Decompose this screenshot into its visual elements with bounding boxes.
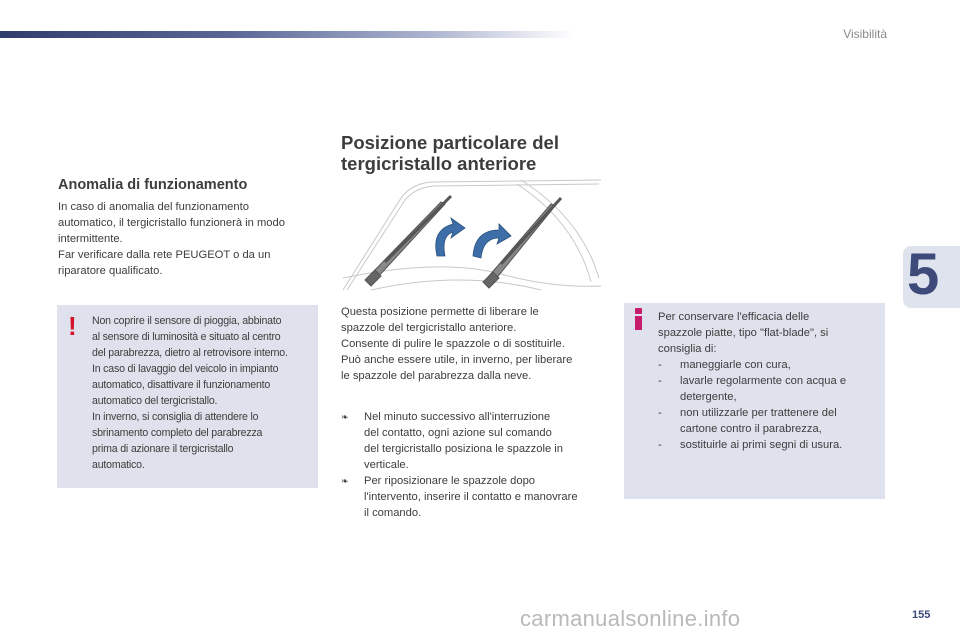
anomaly-line: intermittente. (58, 233, 123, 245)
step-item (341, 409, 611, 473)
step-list (341, 409, 611, 521)
description-line: Consente di pulire le spazzole o di sostituirle. (341, 338, 565, 350)
step-line: l'intervento, inserire il contatto e manovrare (364, 491, 578, 503)
warning-exclamation-icon: ! (68, 311, 77, 341)
step-line: verticale. (364, 459, 409, 471)
warning-line: al sensore di luminosità e situato al centro (92, 331, 281, 343)
description-line: spazzole del tergicristallo anteriore. (341, 322, 517, 334)
anomaly-line: riparatore qualificato. (58, 265, 163, 277)
info-dash: - (658, 359, 662, 371)
warning-line: del parabrezza, dietro al retrovisore interno. (92, 347, 288, 359)
position-description (341, 304, 611, 384)
page-title (341, 132, 621, 174)
warning-line: In inverno, si consiglia di attendere lo (92, 411, 259, 423)
rotate-arrow-right-icon (473, 224, 511, 258)
warning-line: automatico. (92, 459, 145, 471)
warning-line: In caso di lavaggio del veicolo in impianto (92, 363, 279, 375)
info-item-line: lavarle regolarmente con acqua e (680, 375, 847, 387)
info-dash: - (658, 407, 662, 419)
anomaly-line: Far verificare dalla rete PEUGEOT o da un (58, 249, 271, 261)
chapter-number: 5 (907, 242, 940, 307)
step-line: Per riposizionare le spazzole dopo (364, 475, 536, 487)
info-dash: - (658, 375, 662, 387)
step-arrow-icon: ❧ (341, 412, 349, 422)
info-item-line: sostituirle ai primi segni di usura. (680, 439, 843, 451)
step-line: Nel minuto successivo all'interruzione (364, 411, 551, 423)
description-line: le spazzole del parabrezza dalla neve. (341, 370, 532, 382)
description-line: Questa posizione permette di liberare le (341, 306, 539, 318)
info-icon (635, 308, 643, 330)
info-dash: - (658, 439, 662, 451)
info-item-line: detergente, (680, 391, 737, 403)
header-gradient-bar (0, 31, 575, 38)
wiper-illustration (341, 178, 603, 292)
rotate-arrow-left-icon (436, 218, 465, 256)
step-item (341, 473, 611, 521)
info-list-item (658, 405, 880, 437)
info-intro-line: Per conservare l'efficacia delle (658, 311, 810, 323)
warning-line: sbrinamento completo del parabrezza (92, 427, 263, 439)
info-item-line: cartone contro il parabrezza, (680, 423, 822, 435)
section-title: Visibilità (843, 27, 887, 41)
step-arrow-icon: ❧ (341, 476, 349, 486)
step-line: del contatto, ogni azione sul comando (364, 427, 552, 439)
description-line: Può anche essere utile, in inverno, per liberare (341, 354, 573, 366)
warning-line: automatico, disattivare il funzionamento (92, 379, 271, 391)
info-text (658, 309, 880, 453)
step-line: del tergicristallo posiziona le spazzole in (364, 443, 563, 455)
info-list-item (658, 357, 880, 373)
anomaly-line: automatico, il tergicristallo funzionerà in modo (58, 217, 285, 229)
info-item-line: maneggiarle con cura, (680, 359, 791, 371)
chapter-tab (903, 242, 960, 308)
page-title-line-1: Posizione particolare del (341, 132, 559, 153)
info-intro-line: consiglia di: (658, 343, 717, 355)
warning-line: prima di azionare il tergicristallo (92, 443, 234, 455)
page-title-line-2: tergicristallo anteriore (341, 153, 537, 174)
info-list-item (658, 373, 880, 405)
info-intro-line: spazzole piatte, tipo "flat-blade", si (658, 327, 829, 339)
watermark: carmanualsonline.info (520, 606, 741, 631)
info-list-item (658, 437, 880, 453)
page-number: 155 (912, 609, 931, 621)
anomaly-line: In caso di anomalia del funzionamento (58, 201, 249, 213)
info-item-line: non utilizzarle per trattenere del (680, 407, 837, 419)
step-line: il comando. (364, 507, 422, 519)
warning-text (92, 313, 314, 473)
anomaly-heading: Anomalia di funzionamento (58, 177, 248, 193)
anomaly-text (58, 199, 308, 279)
warning-line: Non coprire il sensore di pioggia, abbinato (92, 315, 282, 327)
wiper-arm-right (483, 198, 561, 288)
warning-line: automatico del tergicristallo. (92, 395, 218, 407)
